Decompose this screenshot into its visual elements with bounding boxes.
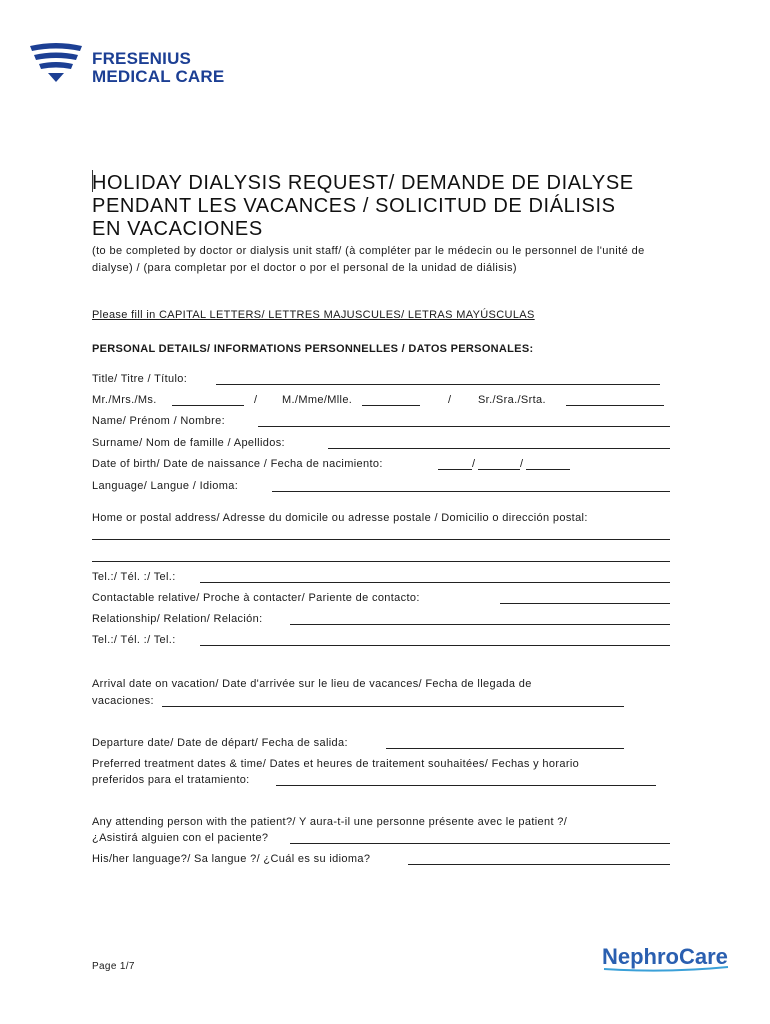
section-personal-details: PERSONAL DETAILS/ INFORMATIONS PERSONNELLES / DATOS PERSONALES: (92, 343, 534, 355)
tel2-input[interactable] (200, 645, 670, 646)
language-label: Language/ Langue / Idioma: (92, 480, 239, 492)
dob-slash-1: / (472, 458, 476, 470)
attending-label-line1: Any attending person with the patient?/ Y aura-t-il une personne présente avec le patient ?/ (92, 816, 568, 828)
address-label: Home or postal address/ Adresse du domicile ou adresse postale / Domicilio o dirección postal: (92, 512, 588, 524)
brand-line2: MEDICAL CARE (92, 67, 225, 86)
title-input[interactable] (216, 384, 660, 385)
name-label: Name/ Prénom / Nombre: (92, 415, 226, 427)
slash-2: / (448, 394, 452, 406)
title-line3: EN VACACIONES (92, 218, 263, 240)
contact-label: Contactable relative/ Proche à contacter/ Pariente de contacto: (92, 592, 420, 604)
arrival-label-line1: Arrival date on vacation/ Date d'arrivée sur le lieu de vacances/ Fecha de llegada de (92, 678, 532, 690)
dob-day-input[interactable] (438, 469, 472, 470)
tel-label: Tel.:/ Tél. :/ Tel.: (92, 571, 176, 583)
address-input-2[interactable] (92, 561, 670, 562)
relationship-input[interactable] (290, 624, 670, 625)
capital-letters-instruction: Please fill in CAPITAL LETTERS/ LETTRES MAJUSCULES/ LETRAS MAYÚSCULAS (92, 309, 535, 321)
sr-label: Sr./Sra./Srta. (478, 394, 546, 406)
relationship-label: Relationship/ Relation/ Relación: (92, 613, 263, 625)
language-input[interactable] (272, 491, 670, 492)
fresenius-logo (28, 42, 238, 88)
departure-label: Departure date/ Date de départ/ Fecha de salida: (92, 737, 348, 749)
address-input-1[interactable] (92, 539, 670, 540)
departure-input[interactable] (386, 748, 624, 749)
title-label: Title/ Titre / Título: (92, 373, 188, 385)
mr-label: Mr./Mrs./Ms. (92, 394, 157, 406)
tel2-label: Tel.:/ Tél. :/ Tel.: (92, 634, 176, 646)
mr-input[interactable] (172, 405, 244, 406)
surname-input[interactable] (328, 448, 670, 449)
nephrocare-logo (602, 944, 732, 974)
preferred-label-line2: preferidos para el tratamiento: (92, 774, 250, 786)
language2-input[interactable] (408, 864, 670, 865)
dob-slash-2: / (520, 458, 524, 470)
arrival-input[interactable] (162, 706, 624, 707)
brand-line1: FRESENIUS (92, 49, 192, 68)
slash-1: / (254, 394, 258, 406)
tel-input[interactable] (200, 582, 670, 583)
nephrocare-part1: Nephro (602, 944, 679, 969)
fresenius-logo-icon (28, 42, 84, 84)
completion-note: (to be completed by doctor or dialysis unit staff/ (à compléter par le médecin ou le personnel de l'unité de dialyse) / (para completar por el doctor o por el personal de la unidad de diálisis) (92, 245, 645, 274)
title-line1: HOLIDAY DIALYSIS REQUEST/ DEMANDE DE DIALYSE (92, 172, 634, 194)
surname-label: Surname/ Nom de famille / Apellidos: (92, 437, 285, 449)
dob-label: Date of birth/ Date de naissance / Fecha de nacimiento: (92, 458, 383, 470)
arrival-label-line2: vacaciones: (92, 695, 154, 707)
page-number: Page 1/7 (92, 961, 135, 972)
mme-input[interactable] (362, 405, 420, 406)
nephrocare-part2: Care (679, 944, 728, 969)
contact-input[interactable] (500, 603, 670, 604)
sr-input[interactable] (566, 405, 664, 406)
form-title (92, 172, 692, 241)
language2-label: His/her language?/ Sa langue ?/ ¿Cuál es su idioma? (92, 853, 371, 865)
nephrocare-wave-icon (602, 966, 730, 972)
dob-year-input[interactable] (526, 469, 570, 470)
attending-input[interactable] (290, 843, 670, 844)
mme-label: M./Mme/Mlle. (282, 394, 353, 406)
preferred-label-line1: Preferred treatment dates & time/ Dates et heures de traitement souhaitées/ Fechas y horario (92, 758, 580, 770)
title-line2: PENDANT LES VACANCES / SOLICITUD DE DIÁLISIS (92, 195, 616, 217)
preferred-input[interactable] (276, 785, 656, 786)
attending-label-line2: ¿Asistirá alguien con el paciente? (92, 832, 269, 844)
dob-month-input[interactable] (478, 469, 520, 470)
name-input[interactable] (258, 426, 670, 427)
